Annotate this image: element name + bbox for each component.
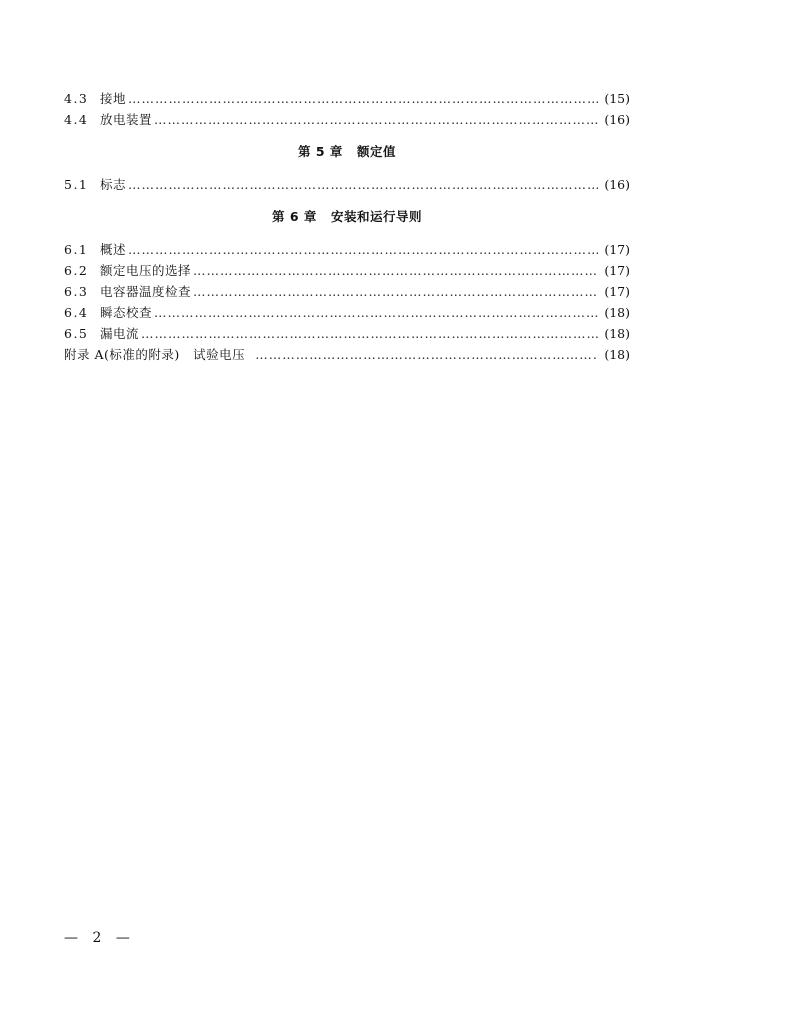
toc-entry-appendix-a[interactable] [64,344,630,365]
toc-entry-title: 额定电压的选择 [100,263,192,278]
footer-dash-left: — [64,930,80,946]
toc-entry-number: 4.3 [64,91,89,106]
toc-entry-page: (15) [604,91,630,106]
toc-entry-4-4[interactable] [64,109,630,130]
dot-leader [154,302,598,323]
toc-entry-6-4[interactable] [64,302,630,323]
toc-entry-title: 概述 [100,242,127,257]
page-footer [64,930,132,946]
dot-leader [128,88,598,109]
toc-entry-number: 4.4 [64,112,89,127]
table-of-contents [64,88,630,365]
toc-entry-6-3[interactable] [64,281,630,302]
toc-entry-title: 标志 [100,177,127,192]
chapter-heading-6 [64,195,630,239]
toc-appendix-title: 附录 A(标准的附录) 试验电压 [64,347,246,362]
toc-entry-title: 漏电流 [100,326,140,341]
toc-entry-title: 放电装置 [100,112,153,127]
toc-entry-number: 6.4 [64,305,89,320]
toc-entry-page: (18) [604,347,630,362]
chapter-title: 安装和运行导则 [330,209,422,224]
toc-entry-number: 6.3 [64,284,89,299]
dot-leader [141,323,598,344]
toc-entry-4-3[interactable] [64,88,630,109]
dot-leader [193,260,598,281]
dot-leader [193,281,598,302]
toc-entry-5-1[interactable] [64,174,630,195]
toc-entry-page: (16) [604,112,630,127]
toc-entry-page: (18) [604,305,630,320]
toc-entry-6-5[interactable] [64,323,630,344]
toc-entry-title: 电容器温度检查 [100,284,192,299]
toc-entry-number: 6.1 [64,242,89,257]
dot-leader [255,344,598,365]
chapter-label: 第 5 章 [298,144,343,159]
chapter-heading-5 [64,130,630,174]
page-number: 2 [92,930,104,946]
toc-entry-number: 5.1 [64,177,89,192]
toc-entry-6-2[interactable] [64,260,630,281]
chapter-label: 第 6 章 [272,209,317,224]
toc-entry-number: 6.5 [64,326,89,341]
chapter-title: 额定值 [356,144,396,159]
dot-leader [154,109,598,130]
toc-entry-page: (17) [604,242,630,257]
footer-dash-right: — [115,930,132,946]
toc-entry-6-1[interactable] [64,239,630,260]
dot-leader [128,239,598,260]
toc-entry-page: (17) [604,263,630,278]
dot-leader [128,174,598,195]
toc-entry-page: (17) [604,284,630,299]
toc-entry-page: (16) [604,177,630,192]
toc-entry-page: (18) [604,326,630,341]
toc-entry-title: 接地 [100,91,127,106]
toc-entry-number: 6.2 [64,263,89,278]
toc-entry-title: 瞬态校查 [100,305,153,320]
